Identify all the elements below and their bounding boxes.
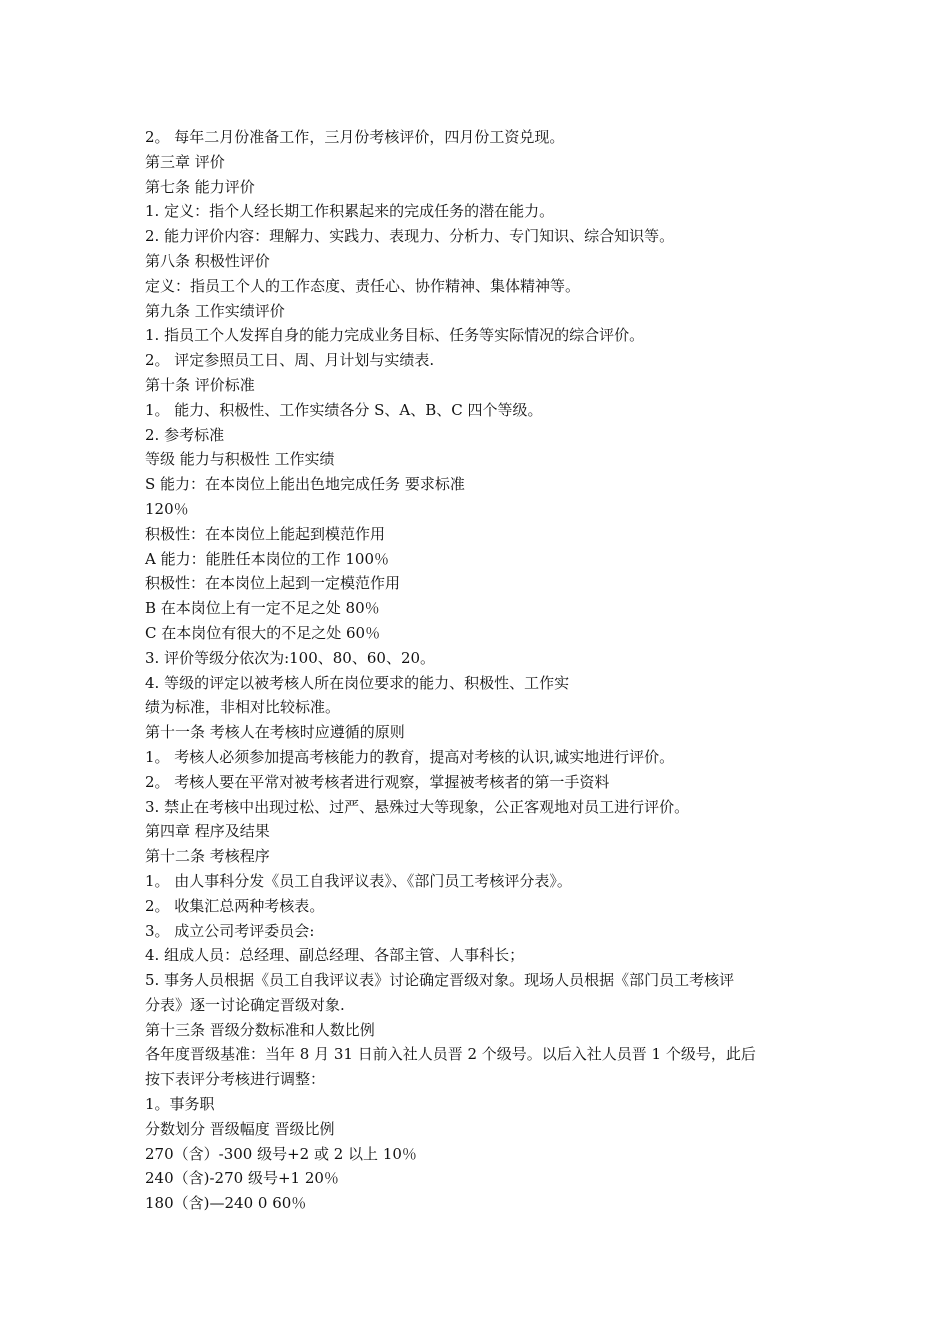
- text-line: 积极性：在本岗位上起到一定模范作用: [145, 574, 401, 593]
- text-line: 3。 成立公司考评委员会:: [145, 921, 315, 940]
- text-line: 180（含)—240 0 60％: [145, 1194, 307, 1213]
- text-line: 第十一条 考核人在考核时应遵循的原则: [145, 723, 405, 742]
- text-line: 2. 参考标准: [145, 425, 225, 444]
- text-line: 2。 收集汇总两种考核表。: [145, 896, 325, 915]
- text-line: 2。 每年二月份准备工作，三月份考核评价，四月份工资兑现。: [145, 128, 565, 146]
- text-line: 5. 事务人员根据《员工自我评议表》讨论确定晋级对象。现场人员根据《部门员工考核评: [145, 971, 735, 990]
- text-line: 第三章 评价: [145, 152, 225, 171]
- text-line: 分数划分 晋级幅度 晋级比例: [145, 1119, 335, 1138]
- text-line: 定义：指员工个人的工作态度、责任心、协作精神、集体精神等。: [145, 276, 581, 295]
- text-line: 4. 组成人员：总经理、副总经理、各部主管、人事科长；: [145, 946, 525, 965]
- text-line: 第八条 积极性评价: [145, 251, 270, 270]
- text-line: 2. 能力评价内容：理解力、实践力、表现力、分析力、专门知识、综合知识等。: [145, 227, 675, 246]
- text-line: 等级 能力与积极性 工作实绩: [145, 450, 335, 469]
- text-line: 4. 等级的评定以被考核人所在岗位要求的能力、积极性、工作实: [145, 673, 570, 692]
- text-line: 2。 考核人要在平常对被考核者进行观察，掌握被考核者的第一手资料: [145, 772, 610, 791]
- text-line: 270（含）-300 级号+2 或 2 以上 10％: [145, 1144, 417, 1163]
- text-line: 第十二条 考核程序: [145, 847, 270, 866]
- text-line: A 能力：能胜任本岗位的工作 100％: [145, 549, 390, 568]
- text-line: 第四章 程序及结果: [145, 822, 270, 841]
- text-line: 第七条 能力评价: [145, 177, 255, 196]
- text-line: 1. 指员工个人发挥自身的能力完成业务目标、任务等实际情况的综合评价。: [145, 326, 645, 345]
- text-line: 第十三条 晋级分数标准和人数比例: [145, 1020, 375, 1039]
- text-line: 1. 定义：指个人经长期工作积累起来的完成任务的潜在能力。: [145, 202, 555, 221]
- text-line: 3. 评价等级分依次为:100、80、60、20。: [145, 648, 436, 667]
- text-line: 1。 考核人必须参加提高考核能力的教育，提高对考核的认识,诚实地进行评价。: [145, 747, 675, 766]
- text-line: 按下表评分考核进行调整：: [145, 1070, 326, 1089]
- text-line: 各年度晋级基准：当年 8 月 31 日前入社人员晋 2 个级号。以后入社人员晋 1 个级号，此后: [145, 1045, 756, 1064]
- text-line: 2。 评定参照员工日、周、月计划与实绩表.: [145, 351, 435, 370]
- text-line: 分表》逐一讨论确定晋级对象.: [145, 995, 345, 1014]
- text-line: S 能力：在本岗位上能出色地完成任务 要求标准: [145, 475, 465, 494]
- text-line: 120％: [145, 499, 189, 518]
- text-line: 第十条 评价标准: [145, 375, 255, 394]
- text-line: B 在本岗位上有一定不足之处 80％: [145, 599, 380, 618]
- text-line: C 在本岗位有很大的不足之处 60％: [145, 623, 381, 642]
- text-line: 1。事务职: [145, 1095, 215, 1114]
- text-line: 积极性：在本岗位上能起到模范作用: [145, 524, 386, 543]
- text-line: 1。 由人事科分发《员工自我评议表》、《部门员工考核评分表》。: [145, 871, 572, 890]
- text-line: 3. 禁止在考核中出现过松、过严、悬殊过大等现象，公正客观地对员工进行评价。: [145, 797, 690, 816]
- text-line: 第九条 工作实绩评价: [145, 301, 285, 320]
- text-line: 240（含)-270 级号+1 20％: [145, 1169, 339, 1188]
- document-body: [145, 125, 815, 1216]
- text-line: 绩为标准，非相对比较标准。: [145, 698, 341, 717]
- text-line: 1。 能力、积极性、工作实绩各分 S、A、B、C 四个等级。: [145, 400, 543, 419]
